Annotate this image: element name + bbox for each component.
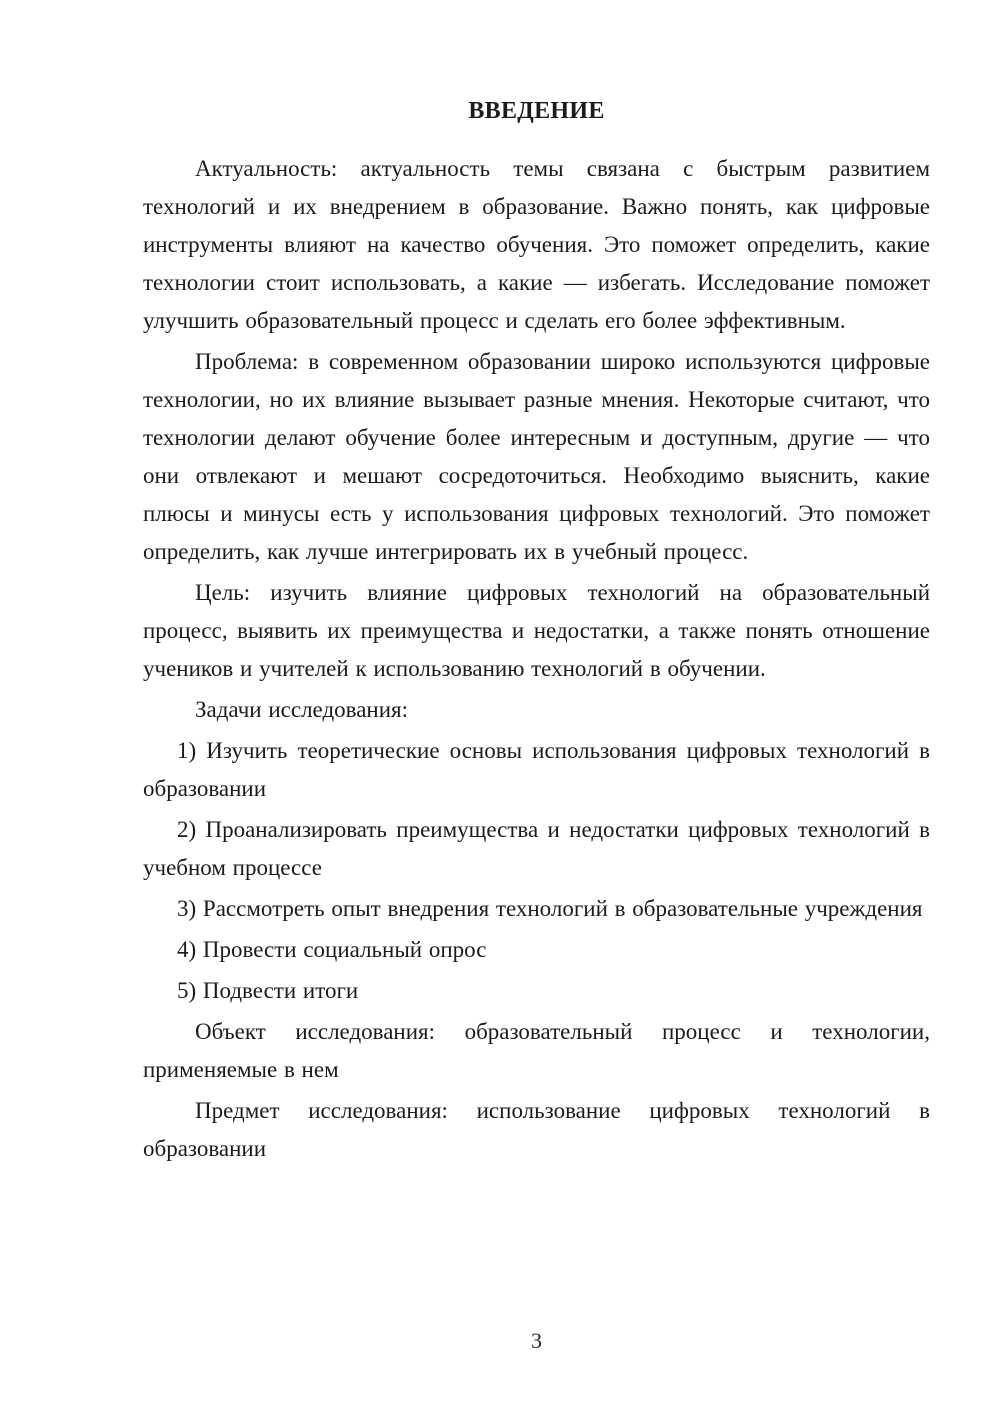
list-item-paragraph: 3) Рассмотреть опыт внедрения технологий в образовательные учреждения [177,896,923,921]
body-paragraph: Актуальность: актуальность темы связана с быстрым развитием технологий и их внедрением в образование. Важно понять, как цифровые инструменты влияют на качество обучения. Это поможет определить, какие технологии стоит использовать, а какие — избегать. Исследование поможет улучшить образовательный процесс и сделать его более эффективным. [143,156,930,333]
document-body [143,150,930,1168]
document-content [143,96,930,1171]
page-title: ВВЕДЕНИЕ [468,98,605,124]
list-item-paragraph: 5) Подвести итоги [177,978,359,1003]
body-paragraph: Задачи исследования: [195,697,409,722]
body-paragraph: Проблема: в современном образовании широко используются цифровые технологии, но их влияние вызывает разные мнения. Некоторые считают, что технологии делают обучение более интересным и доступным, другие — что они отвлекают и мешают сосредоточиться. Необходимо выяснить, какие плюсы и минусы есть у использования цифровых технологий. Это поможет определить, как лучше интегрировать их в учебный процесс. [143,349,930,564]
list-item-paragraph: 1) Изучить теоретические основы использования цифровых технологий в образовании [143,738,930,801]
body-paragraph: Предмет исследования: использование цифровых технологий в образовании [143,1098,930,1161]
page-number: 3 [531,1328,542,1353]
list-item-paragraph: 2) Проанализировать преимущества и недостатки цифровых технологий в учебном процессе [143,817,930,880]
list-item-paragraph: 4) Провести социальный опрос [177,937,487,962]
body-paragraph: Цель: изучить влияние цифровых технологий на образовательный процесс, выявить их преимущества и недостатки, а также понять отношение учеников и учителей к использованию технологий в обучении. [143,580,930,681]
body-paragraph: Объект исследования: образовательный процесс и технологии, применяемые в нем [143,1019,930,1082]
